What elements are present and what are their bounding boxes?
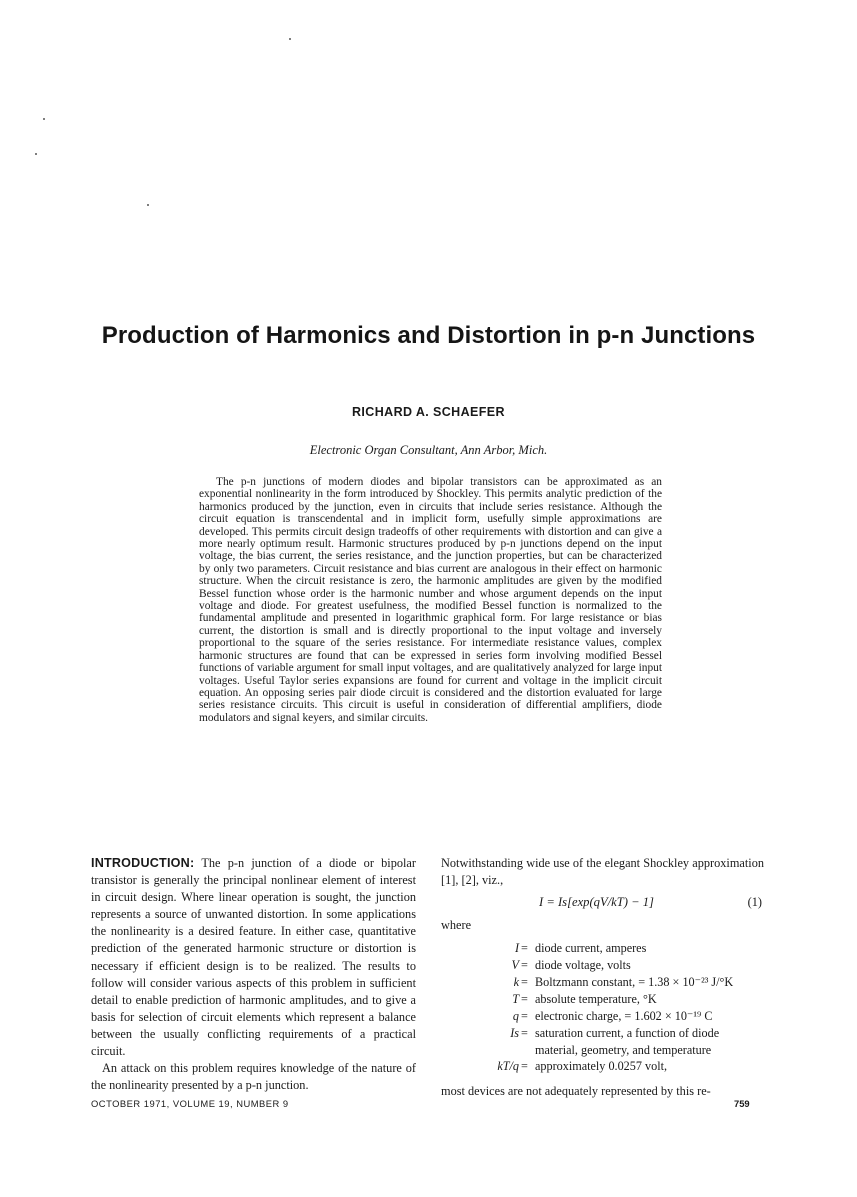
author-name: RICHARD A. SCHAEFER: [352, 405, 505, 419]
definition-symbol: V: [511, 958, 519, 973]
definition-item: [441, 1058, 764, 1075]
definition-item: [441, 991, 764, 1008]
definition-symbol: kT/q: [497, 1059, 519, 1074]
definition-symbol: k: [513, 975, 519, 990]
symbol-definitions: [441, 940, 764, 1075]
definition-item: [441, 940, 764, 957]
equals-sign: =: [521, 958, 528, 973]
definition-text: saturation current, a function of diode material, geometry, and temperature: [535, 1026, 720, 1057]
definition-item: [441, 974, 764, 991]
section-heading: INTRODUCTION:: [91, 856, 195, 870]
equals-sign: =: [521, 1059, 528, 1074]
scan-speck: [147, 204, 149, 206]
scan-speck: [43, 118, 45, 120]
definition-symbol: I: [514, 941, 519, 956]
continuation-text: most devices are not adequately represented by this re-: [441, 1084, 711, 1099]
abstract: The p-n junctions of modern diodes and bipolar transistors can be approximated as an exponential nonlinearity in the form introduced by Shockley. This permits analytic prediction of the harmonics produced by the junction, even in circuits that include series resistance. Although the circuit equation is transcendental and in implicit form, usefully simple approximations are developed. This permits circuit design tradeoffs of other requirements with distortion and can give a more nearly optimum result. Harmonic structures produced by p-n junctions depend on the input voltage, the bias current, the series resistance, and the junction properties, but can be characterized by only two parameters. Circuit resistance and bias current are analogous in their effect on harmonic structure. When the circuit resistance is zero, the harmonic amplitudes are given by the modified Bessel function whose order is the harmonic number and whose argument depends on the input voltage and diode. For greatest usefulness, the modified Bessel function is normalized to the fundamental amplitude and presented in logarithmic graphical form. For large resistance or bias current, the distortion is small and is directly proportional to the input voltage and inversely proportional to the square of the series resistance. For intermediate resistance values, complex harmonic structures are found that can be expressed in series form involving modified Bessel functions of variable argument for small input voltages, and are qualitatively analyzed for large input voltages. Useful Taylor series expansions are found for current and voltage in the implicit circuit equation. An opposing series pair diode circuit is considered and the distortion evaluated for large series resistance circuits. This circuit is useful in consideration of differential amplifiers, diode modulators and signal keyers, and similar circuits.: [199, 476, 662, 724]
page-number: 759: [734, 1098, 750, 1109]
intro-text-1: The p-n junction of a diode or bipolar transistor is generally the principal nonlinear element of interest in circuit design. Where linear operation is sought, the junction represents a source of unwanted distortion. In some applications the nonlinearity is a desired feature. In either case, quantitative prediction of the generated harmonic structure or distortion is necessary if efficient design is to be realized. The results to follow will consider various aspects of this problem in sufficient detail to enable prediction of harmonic amplitudes, and to give a basis for selection of circuit elements which represent a balance between the usually conflicting requirements of a practical circuit.: [91, 856, 416, 1059]
definition-text: diode voltage, volts: [535, 958, 631, 973]
journal-issue: OCTOBER 1971, VOLUME 19, NUMBER 9: [91, 1098, 289, 1109]
equals-sign: =: [521, 992, 528, 1007]
author-affiliation: Electronic Organ Consultant, Ann Arbor, Mich.: [309, 443, 548, 457]
definition-text: diode current, amperes: [535, 941, 647, 956]
scan-speck: [35, 153, 37, 155]
definition-text: electronic charge, = 1.602 × 10⁻¹⁹ C: [535, 1009, 713, 1024]
where-label: where: [441, 918, 472, 933]
right-column: [441, 855, 764, 1101]
article-title: Production of Harmonics and Distortion in p-n Junctions: [101, 322, 756, 349]
definition-item: [441, 1008, 764, 1025]
shockley-lead-text: Notwithstanding wide use of the elegant Shockley approximation [1], [2], viz.,: [441, 856, 764, 888]
scan-speck: [289, 38, 291, 40]
shockley-equation: [441, 893, 764, 915]
equation-number: (1): [747, 895, 762, 910]
equals-sign: =: [521, 1009, 528, 1024]
intro-paragraph-1: [91, 855, 416, 1060]
equals-sign: =: [521, 1026, 528, 1041]
definition-symbol: q: [512, 1009, 519, 1024]
equals-sign: =: [521, 941, 528, 956]
equation-text: I = Is[exp(qV/kT) − 1]: [539, 895, 654, 910]
definition-item: [441, 1025, 764, 1058]
definition-text: Boltzmann constant, = 1.38 × 10⁻²³ J/°K: [535, 975, 734, 990]
left-column: [91, 855, 416, 1094]
definition-item: [441, 957, 764, 974]
intro-paragraph-2: An attack on this problem requires knowledge of the nature of the nonlinearity presented by a p-n junction.: [91, 1061, 416, 1093]
definition-symbol: T: [512, 992, 519, 1007]
equals-sign: =: [521, 975, 528, 990]
definition-text: absolute temperature, °K: [535, 992, 657, 1007]
definition-symbol: Is: [510, 1026, 519, 1041]
definition-text: approximately 0.0257 volt,: [535, 1059, 668, 1074]
